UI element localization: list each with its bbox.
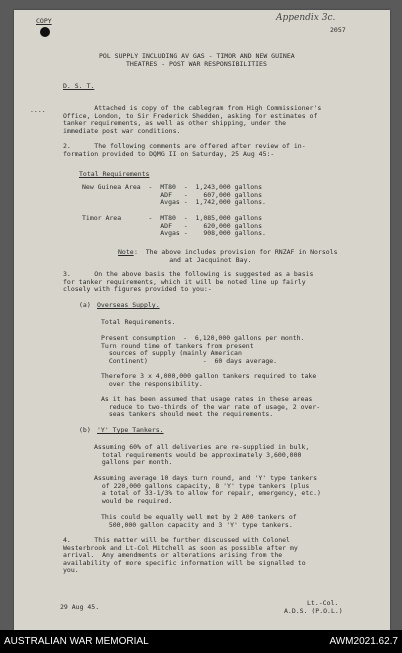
note-label: Note (118, 248, 134, 256)
note-text: : The above includes provision for RNZAF in Norsols and at Jacquinot Bay. (134, 248, 338, 264)
margin-dots: .... (30, 106, 46, 114)
addressee: D. S. T. (63, 82, 95, 90)
paragraph-1: Attached is copy of the cablegram from High Commissioner's Office, London, to Sir Frederick Shedden, asking for estimates of tanker requirements, as well as other shipping, under the immediate post war conditions. (63, 104, 322, 135)
signature-rank: Lt.-Col. (307, 599, 339, 607)
paragraph-4: 4. This matter will be further discussed with Colonel Westerbrook and Lt-Col Mitchell as soon as possible after my arrival. Any amendments or alterations arising from the availability of more specific information will be signalled to you. (63, 536, 306, 574)
paragraph-3: 3. On the above basis the following is suggested as a basis for tanker requirements, which it will be noted line up fairly closely with figures provided to you:- (63, 270, 314, 293)
section-b-bulk: Assuming 60% of all deliveries are re-supplied in bulk, total requirements would be approximately 3,600,000 gallons per month. (94, 443, 310, 466)
signature-title: A.D.S. (P.O.L.) (284, 607, 343, 615)
copy-label: COPY (36, 17, 52, 25)
timor-requirements: Timor Area - MT80 - 1,085,000 gallons ADF - 620,000 gallons Avgas - 908,000 gallons. (82, 214, 266, 237)
archive-footer (0, 630, 402, 653)
page-number: 2057 (330, 26, 346, 34)
section-a-label: (a) (79, 301, 95, 309)
section-b-tankers: Assuming average 10 days turn round, and 'Y' type tankers of 220,000 gallons capacity, 8 'Y' type tankers (plus a total of 33-1/3% to allow for repair, emergency, etc.) would be required. (94, 474, 321, 505)
paragraph-2: 2. The following comments are offered after review of in- formation provided to DQMG II on Saturday, 25 Aug 45:- (63, 142, 306, 158)
title-line-2: THEATRES - POST WAR RESPONSIBILITIES (126, 60, 267, 68)
section-a-therefore: Therefore 3 x 4,000,000 gallon tankers required to take over the responsibility. (101, 372, 317, 388)
footer-institution: AUSTRALIAN WAR MEMORIAL (4, 636, 149, 647)
title-line-1: POL SUPPLY INCLUDING AV GAS - TIMOR AND NEW GUINEA (99, 52, 295, 60)
section-a-total: Total Requirements. (101, 318, 176, 326)
section-a-assumed: As it has been assumed that usage rates in these areas reduce to two-thirds of the war rate of usage, 2 over- seas tankers should meet the requirements. (101, 395, 321, 418)
section-a-heading: Overseas Supply. (97, 301, 160, 309)
document-date: 29 Aug 45. (60, 603, 100, 611)
section-a-consumption: Present consumption - 6,120,000 gallons per month. Turn round time of tankers from present sources of supply (mainly American Continent) - 60 days average. (101, 334, 305, 365)
total-requirements-heading: Total Requirements (79, 170, 150, 178)
new-guinea-requirements: New Guinea Area - MT80 - 1,243,000 gallons ADF - 607,000 gallons Avgas - 1,742,000 gallons. (82, 183, 266, 206)
section-b-heading: 'Y' Type Tankers. (97, 426, 164, 434)
section-b-label: (b) (79, 426, 95, 434)
punch-hole (40, 27, 50, 37)
appendix-handwriting: Appendix 3c. (276, 13, 336, 23)
section-b-equally: This could be equally well met by 2 A00 tankers of 500,000 gallon capacity and 3 'Y' type tankers. (101, 513, 297, 529)
footer-accession-number: AWM2021.62.7 (329, 636, 398, 647)
